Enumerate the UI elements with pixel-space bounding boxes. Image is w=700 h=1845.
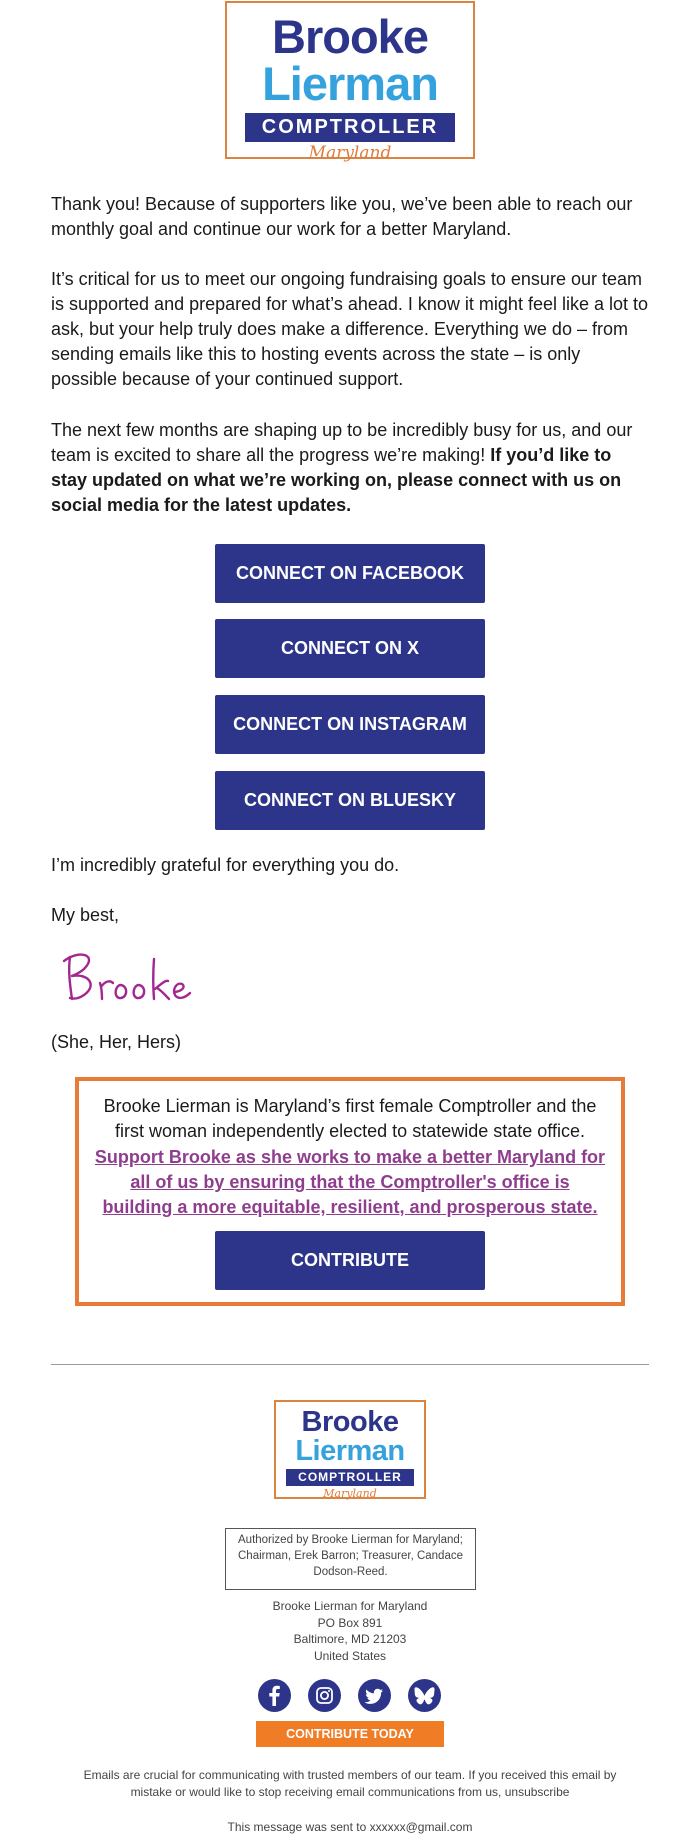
signature-image: [58, 943, 198, 1008]
unsubscribe-link[interactable]: unsubscribe: [504, 1785, 570, 1799]
grateful-text: I’m incredibly grateful for everything you do.: [51, 855, 400, 875]
contribute-today-button[interactable]: CONTRIBUTE TODAY: [256, 1721, 444, 1747]
logo-first-name: Brooke: [272, 10, 428, 63]
connect-bluesky-button[interactable]: CONNECT ON BLUESKY: [215, 771, 485, 830]
social-paragraph-cta: If you’d like to stay updated on what we’re working on, please connect with us on social media for the latest updates.: [51, 445, 622, 515]
connect-facebook-button[interactable]: CONNECT ON FACEBOOK: [215, 544, 485, 603]
logo-last-name: Lierman: [262, 57, 438, 110]
bluesky-icon[interactable]: [408, 1679, 441, 1712]
email-disclaimer: [70, 1767, 630, 1801]
closing-text: My best,: [51, 905, 120, 925]
footer-logo-state: Maryland: [323, 1487, 377, 1500]
sent-to-notice: [100, 1820, 600, 1834]
instagram-icon[interactable]: [308, 1679, 341, 1712]
social-paragraph-text: The next few months are shaping up to be incredibly busy for us, and our team is excited to share all the progress we’re making!: [51, 420, 633, 465]
intro-paragraph: Thank you! Because of supporters like you, we’ve been able to reach our monthly goal and continue our work for a better Maryland.: [51, 194, 633, 239]
social-paragraph: [51, 418, 651, 518]
fundraising-paragraph: It’s critical for us to meet our ongoing fundraising goals to ensure our team is supported and prepared for what’s ahead. I know it might feel like a lot to ask, but your help truly does make a difference. Everything we do – from sending emails like this to hosting events across the state – is only possible because of your continued support.: [51, 269, 649, 389]
footer-logo-last-name: Lierman: [295, 1435, 405, 1467]
connect-x-button[interactable]: CONNECT ON X: [215, 619, 485, 678]
support-link[interactable]: Support Brooke as she works to make a better Maryland for all of us by ensuring that the Comptroller's office is building a more equitable, resilient, and prosperous state.: [94, 1147, 606, 1217]
recipient-email-link[interactable]: xxxxxx@gmail.com: [369, 1820, 473, 1834]
facebook-icon[interactable]: [258, 1679, 291, 1712]
footer-logo-first-name: Brooke: [301, 1406, 399, 1438]
footer-logo-office: COMPTROLLER: [286, 1469, 414, 1486]
disclaimer-text: Emails are crucial for communicating with trusted members of our team. If you received this email by mistake or would like to stop receiving email communications from us,: [83, 1768, 617, 1799]
connect-instagram-button[interactable]: CONNECT ON INSTAGRAM: [215, 695, 485, 754]
footer-divider: [51, 1364, 649, 1365]
address-line: United States: [313, 1649, 387, 1663]
authorization-disclaimer: Authorized by Brooke Lierman for Maryland; Chairman, Erek Barron; Treasurer, Candace Dodson-Reed.: [225, 1528, 476, 1590]
header-logo[interactable]: [225, 1, 475, 163]
bio-text: Brooke Lierman is Maryland’s first female Comptroller and the first woman independently elected to statewide state office.: [103, 1096, 597, 1141]
logo-state: Maryland: [308, 143, 392, 163]
address-line: Baltimore, MD 21203: [293, 1632, 407, 1646]
address-line: Brooke Lierman for Maryland: [272, 1599, 428, 1613]
contribute-button[interactable]: CONTRIBUTE: [215, 1231, 485, 1290]
pronouns-text: (She, Her, Hers): [51, 1032, 182, 1052]
footer-logo[interactable]: [274, 1400, 426, 1499]
address-line: PO Box 891: [317, 1616, 383, 1630]
bio-box: [75, 1077, 625, 1306]
twitter-icon[interactable]: [358, 1679, 391, 1712]
logo-office: COMPTROLLER: [245, 113, 455, 142]
sent-to-label: This message was sent to: [227, 1820, 370, 1834]
